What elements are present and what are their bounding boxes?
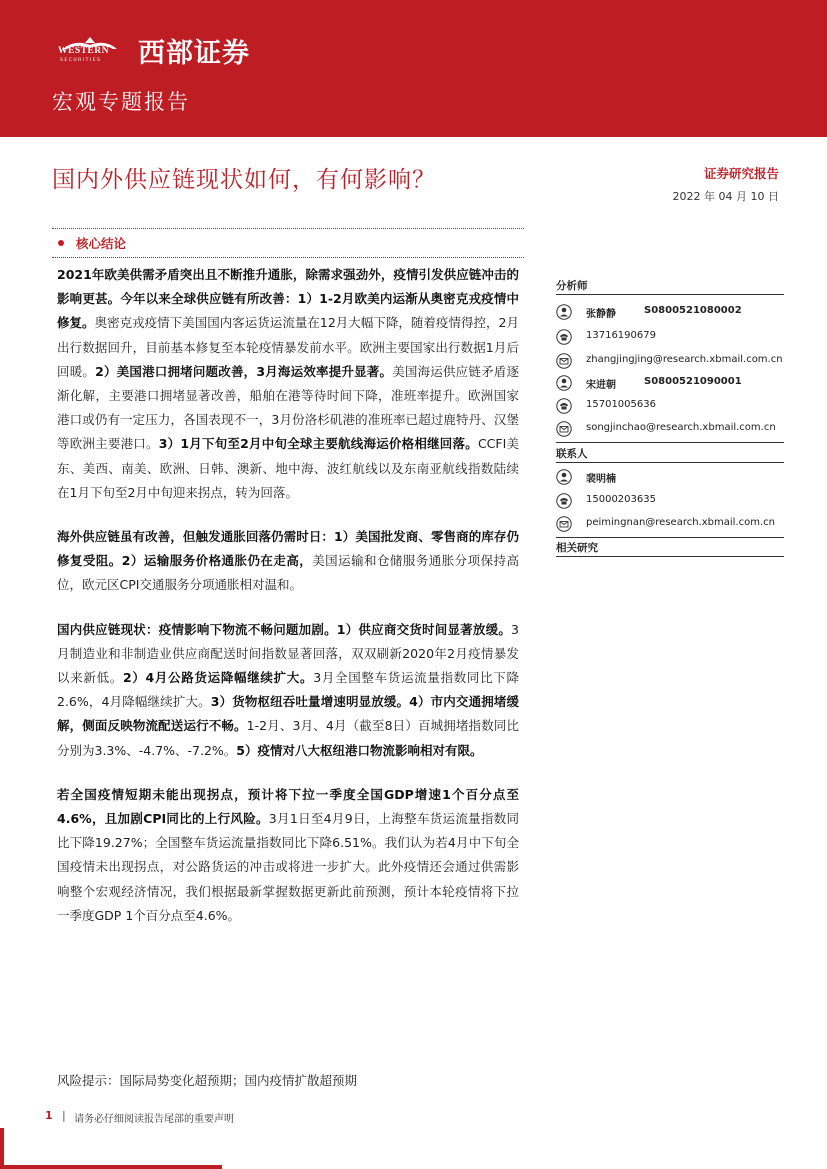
bold-text-run: 海外供应链虽有改善，但触发通胀回落仍需时日：1）美国批发商、零售商的库存仍修复受阻。2）运输服务价格通胀仍在走高， <box>57 529 519 569</box>
analyst-rule <box>556 294 784 295</box>
bold-text-run: 2）美国港口拥堵问题改善，3月海运效率提升显著。 <box>95 363 393 379</box>
footer-disclaimer: 请务必仔细阅读报告尾部的重要声明 <box>74 1114 234 1125</box>
footer-corner-accent <box>0 1128 4 1169</box>
contact-email[interactable]: peimingnan@research.xbmail.com.cn <box>586 517 775 528</box>
person-icon <box>556 304 572 320</box>
bold-text-run: 5）疫情对八大枢纽港口物流影响相对有限。 <box>236 742 483 758</box>
page-title: 国内外供应链现状如何，有何影响？ <box>52 167 436 193</box>
core-conclusion-body <box>57 263 519 948</box>
report-type: 宏观专题报告 <box>52 90 190 114</box>
body-paragraph <box>57 525 519 598</box>
section-rule-bottom <box>52 257 524 258</box>
analyst-phone: 13716190679 <box>586 330 656 341</box>
contact-name: 裴明楠 <box>586 474 616 485</box>
phone-icon <box>556 329 572 345</box>
analyst-name-row <box>556 302 786 322</box>
risk-warning: 风险提示：国际局势变化超预期；国内疫情扩散超预期 <box>57 1073 358 1088</box>
analyst-name: 宋进朝 <box>586 380 616 391</box>
mail-icon <box>556 516 572 532</box>
bold-text-run: 3）1月下旬至2月中旬全球主要航线海运价格相继回落。 <box>158 436 478 452</box>
report-date: 2022 年 04 月 10 日 <box>672 190 779 203</box>
contact-rule-top <box>556 442 784 443</box>
analyst-phone: 15701005636 <box>586 399 656 410</box>
text-run: CCFI美东、美西、南美、欧洲、日韩、澳新、地中海、波红航线以及东南亚航线指数陆续在1月下旬至2月中旬迎来拐点，转为回落。 <box>57 436 519 500</box>
related-rule-top <box>556 537 784 538</box>
page-number: 1 <box>45 1109 53 1122</box>
analyst-email[interactable]: zhangjingjing@research.xbmail.com.cn <box>586 354 783 365</box>
contact-heading: 联系人 <box>556 448 588 460</box>
analyst-name: 张静静 <box>586 309 616 320</box>
report-label: 证券研究报告 <box>703 166 779 181</box>
mail-icon <box>556 421 572 437</box>
logo-en-text: WESTERN <box>58 46 110 56</box>
logo-cn-text: 西部证券 <box>138 38 250 69</box>
text-run: 3月1日至4月9日，上海整车货运流量指数同比下降19.27%；全国整车货运流量指数同比下降6.51%。我们认为若4月中下旬全国疫情未出现拐点，对公路货运的冲击或将进一步扩大。此外疫情还会通过供需影响整个宏观经济情况，我们根据最新掌握数据更新此前预测，预计本轮疫情将下拉一季度GDP 1个百分点至4.6%。 <box>57 811 520 923</box>
contact-rule <box>556 462 784 463</box>
header-band <box>0 0 827 137</box>
text-run: 美国运输和仓储服务通胀分项保持高位，欧元区CPI交通服务分项通胀相对温和。 <box>57 553 519 593</box>
person-icon <box>556 469 572 485</box>
bold-text-run: 若全国疫情短期未能出现拐点，预计将下拉一季度全国GDP增速1个百分点至4.6%，且加剧CPI同比的上行风险。 <box>57 786 519 827</box>
bold-text-run: 2）4月公路货运降幅继续扩大。 <box>122 670 314 686</box>
logo-en-subtext: SECURITIES <box>60 58 102 63</box>
body-paragraph <box>57 783 519 928</box>
contact-phone-row <box>556 491 786 511</box>
analyst-email[interactable]: songjinchao@research.xbmail.com.cn <box>586 422 776 433</box>
contact-email-row <box>556 514 786 534</box>
person-icon <box>556 375 572 391</box>
text-run: 奥密克戎疫情下美国国内客运货运流量在12月大幅下降，随着疫情得控，2月出行数据回升，目前基本修复至本轮疫情暴发前水平。欧洲主要国家出行数据1月后回暖。 <box>57 315 519 379</box>
text-run: 1-2月、3月、4月（截至8日）百城拥堵指数同比分别为3.3%、-4.7%、-7.2%。 <box>57 718 519 758</box>
core-conclusion-heading: 核心结论 <box>76 236 127 251</box>
contact-name-row <box>556 467 786 487</box>
body-paragraph <box>57 618 519 763</box>
text-run: 美国海运供应链矛盾逐渐化解，主要港口拥堵显著改善，船舶在港等待时间下降，准班率提升。欧洲国家港口或仍有一定压力，各国表现不一，3月份洛杉矶港的准班率已超过鹿特丹、汉堡等欧洲主要港口。 <box>57 363 519 452</box>
body-paragraph <box>57 263 519 505</box>
phone-icon <box>556 493 572 509</box>
footer-corner-accent <box>0 1165 222 1169</box>
analyst-code: S0800521090001 <box>644 376 742 387</box>
analyst-email-row <box>556 419 786 439</box>
related-rule <box>556 556 784 557</box>
footer-separator: | <box>62 1109 66 1122</box>
phone-icon <box>556 398 572 414</box>
analyst-heading: 分析师 <box>556 280 588 292</box>
analyst-name-row <box>556 373 786 393</box>
section-rule-top <box>52 228 524 229</box>
bold-text-run: 国内供应链现状：疫情影响下物流不畅问题加剧。1）供应商交货时间显著放缓。 <box>57 621 512 637</box>
analyst-phone-row <box>556 327 786 347</box>
mail-icon <box>556 353 572 369</box>
bullet-dot-icon <box>58 240 64 246</box>
text-run: 3月制造业和非制造业供应商配送时间指数显著回落，双双刷新2020年2月疫情暴发以来新低。 <box>57 621 519 686</box>
bold-text-run: 3）货物枢纽吞吐量增速明显放缓。4）市内交通拥堵缓解，侧面反映物流配送运行不畅。 <box>57 694 519 734</box>
analyst-code: S0800521080002 <box>644 305 742 316</box>
related-research-heading: 相关研究 <box>556 542 598 554</box>
analyst-email-row <box>556 351 786 371</box>
bold-text-run: 2021年欧美供需矛盾突出且不断推升通胀，除需求强劲外，疫情引发供应链冲击的影响更甚。今年以来全球供应链有所改善：1）1-2月欧美内运渐从奥密克戎疫情中修复。 <box>57 267 519 331</box>
contact-phone: 15000203635 <box>586 494 656 505</box>
text-run: 3月全国整车货运流量指数同比下降2.6%，4月降幅继续扩大。 <box>57 670 519 710</box>
analyst-phone-row <box>556 396 786 416</box>
